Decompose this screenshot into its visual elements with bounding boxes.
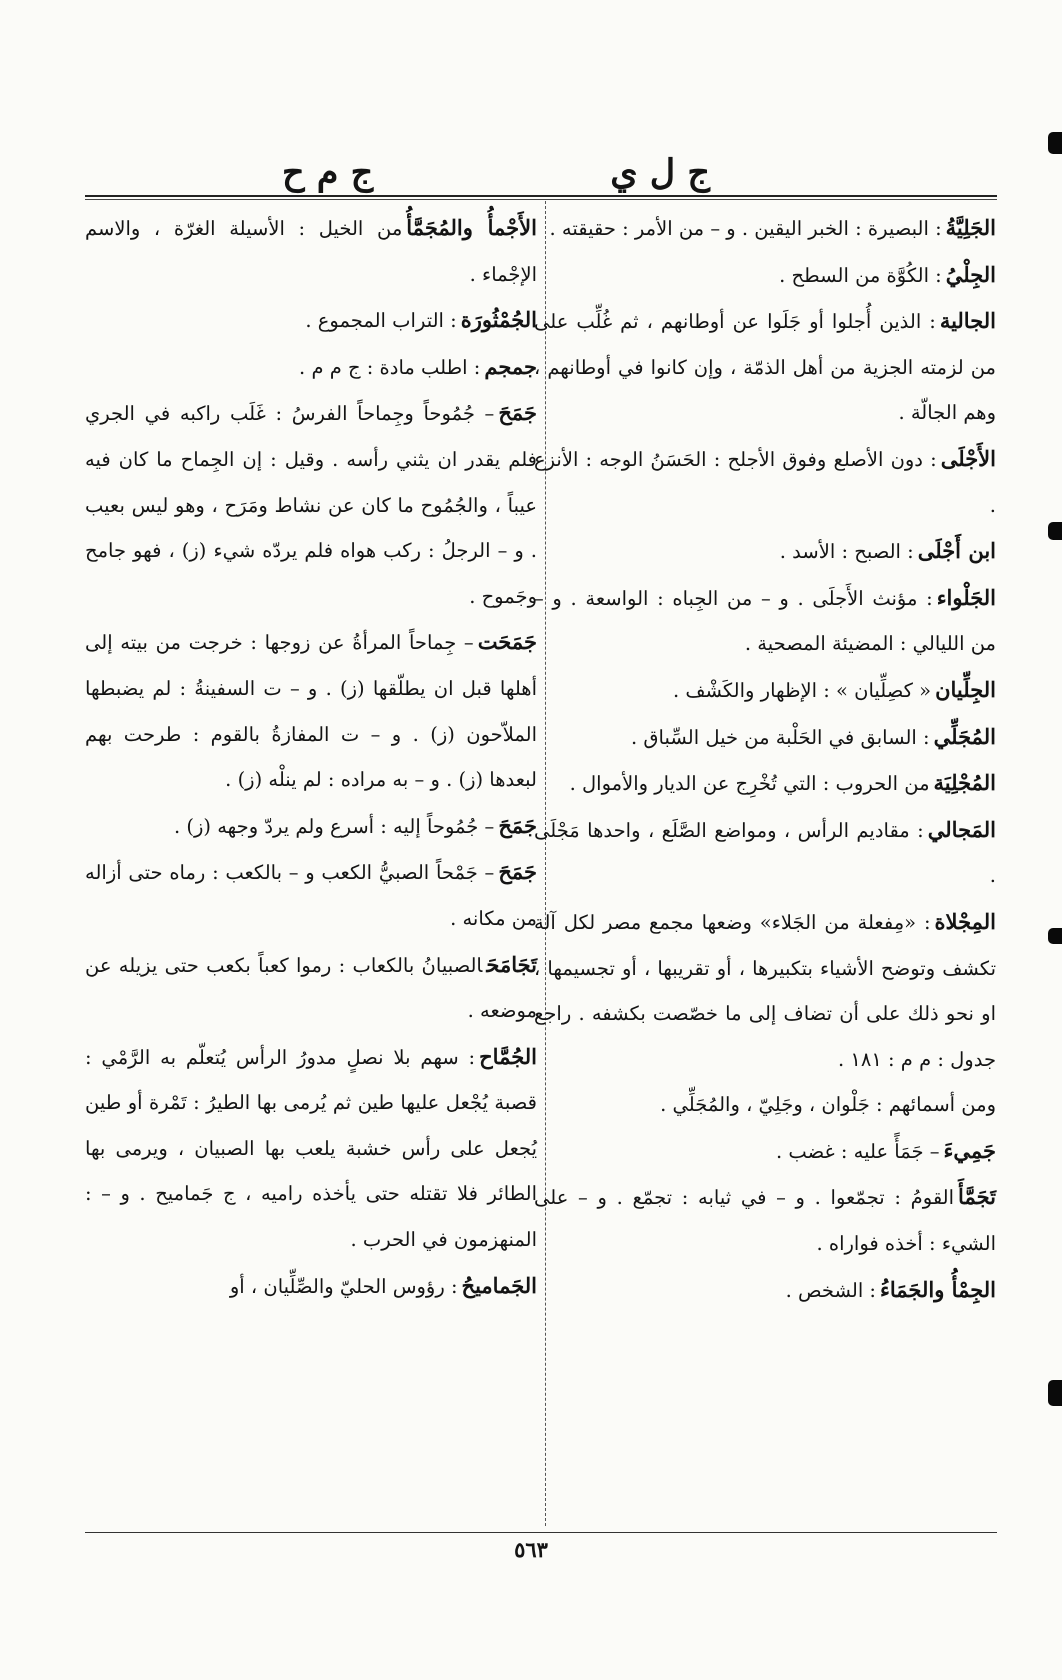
dictionary-entry (85, 942, 537, 1034)
dictionary-entry (85, 344, 537, 391)
entry-lemma: الجُمْثُورَة (460, 307, 537, 333)
entry-lemma: تَجَمَّأَ (958, 1184, 996, 1210)
entry-definition: : الصبح : الأسد . (779, 540, 914, 564)
left-column-header: ج م ح (282, 152, 374, 193)
entry-lemma: المُجْلِيَة (933, 770, 996, 796)
dictionary-entry (534, 528, 996, 575)
right-column-header: ج ل ي (610, 152, 710, 193)
entry-lemma: الجَلْواء (936, 584, 996, 610)
entry-definition: : مؤنث الأَجلَى . و – من الجِباه : الواسعة . و – من الليالي : المضيئة المصحية . (534, 586, 996, 656)
entry-lemma: المِجْلاة (934, 908, 996, 934)
entry-lemma: المَجالي (927, 816, 996, 842)
entry-lemma: جَمِيءَ (943, 1137, 996, 1163)
dictionary-entry (534, 1174, 996, 1266)
entry-lemma: جَمَحَت (477, 629, 537, 655)
dictionary-entry (534, 899, 996, 1082)
entry-lemma: جَمَحَ (498, 812, 537, 838)
entry-lemma: الجُمَّاح (479, 1043, 537, 1069)
dictionary-entry (534, 436, 996, 528)
edge-mark (1048, 522, 1062, 540)
dictionary-entry (534, 714, 996, 761)
entry-definition: : دون الأصلع وفوق الأجلح : الحَسَنُ الوجه : الأنزع . (534, 447, 996, 517)
edge-mark (1048, 132, 1062, 154)
entry-lemma: جَمَحَ (498, 859, 537, 885)
entry-definition: : التراب المجموع . (305, 309, 457, 333)
bottom-rule (85, 1532, 997, 1533)
dictionary-entry (85, 390, 537, 619)
entry-definition: ومن أسمائهم : جَلْوان ، وجَلِيّ ، والمُجَلِّي . (660, 1093, 996, 1117)
entry-definition: « كصِلِّيان » : الإظهار والكَشْف . (672, 678, 932, 702)
entry-definition: : رؤوس الحليّ والصِّلِّيان ، أو (229, 1274, 458, 1298)
dictionary-entry (534, 1128, 996, 1175)
entry-lemma: الجِلِّيان (935, 676, 996, 702)
dictionary-entry (85, 619, 537, 802)
entry-lemma: الجالية (939, 308, 996, 334)
entry-definition: – جَمْحاً الصبيُّ الكعب و – بالكعب : رماه حتى أزاله من مكانه . (85, 861, 537, 930)
entry-definition: – جِماحاً المرأةُ عن زوجها : خرجت من بيته إلى أهلها قبل ان يطلّقها (ز) . و – ت السفينةُ : لم يضبطها الملاّحون (ز) . و – ت المفازةُ بالقوم : طرحت بهم لبعدها (ز) . و – به مراده : لم ينلْه (ز) . (85, 631, 537, 792)
entry-lemma: تَجَامَحَ (486, 951, 537, 977)
dictionary-entry (534, 1267, 996, 1314)
entry-lemma: الجَلِيَّةُ (945, 215, 996, 240)
entry-definition: : اطلب مادة : ج م م . (299, 355, 481, 379)
entry-definition: : السابق في الحَلْبة من خيل السِّباق . (631, 725, 930, 749)
dictionary-entry (85, 849, 537, 941)
top-rule-thin (85, 199, 997, 200)
entry-lemma: الجَماميحُ (461, 1272, 537, 1298)
entry-lemma: الأَجْلَى (940, 445, 996, 471)
edge-mark (1048, 1380, 1062, 1406)
entry-definition: من الحروب : التي تُخْرِج عن الديار والأموال . (569, 772, 930, 796)
entry-definition: – جُمُوحاً وجِماحاً الفرسُ : غَلَب راكبه في الجري فلم يقدر ان يثني رأسه . وقيل : إن الجِماح ما كان فيه عيباً ، والجُمُوح ما كان عن نشاط ومَرَح ، وهو ليس بعيب . و – الرجلُ : ركب هواه فلم يردّه شيء (ز) ، فهو جامح وجَموح . (85, 402, 537, 608)
dictionary-entry (534, 1082, 996, 1128)
dictionary-entry (534, 298, 996, 436)
entry-definition: : الذين أُجلوا أو جَلَوا عن أوطانهم ، ثم غُلِّب على من لزمته الجزية من أهل الذمّة ، وإن كانوا في أوطانهم ، وهم الجالّة . (534, 310, 996, 425)
entry-lemma: الجِمْأُ والجَمَاءُ (880, 1276, 996, 1302)
entry-definition: : البصيرة : الخبر اليقين . و – من الأمر : حقيقته . (549, 217, 942, 240)
right-column (534, 205, 996, 1313)
entry-definition: – جُمُوحاً إليه : أسرع ولم يردّ وجهه (ز) . (174, 814, 495, 838)
entry-lemma: جَمَحَ (498, 400, 537, 426)
entry-lemma: الأَجْمأُ والمُجَمَّأُ (406, 215, 537, 240)
entry-lemma: ابن أَجْلَى (917, 538, 996, 564)
entry-definition: : مقاديم الرأس ، ومواضع الصَّلَع ، واحدها مَجْلَى . (534, 818, 996, 888)
entry-definition: : سهم بلا نصلٍ مدورُ الرأس يُتعلّم به الرَّمْي : قصبة يُجْعل عليها طين ثم يُرمى بها الطيرُ : تَمْرة أو طين يُجعل على رأس خشبة يلعب بها الصبيان ، ويرمى بها الطائر فلا تقتله حتى يأخذه راميه ، ج جَماميح . و – : المنهزمون في الحرب . (85, 1045, 537, 1252)
entry-lemma: المُجَلِّي (933, 723, 996, 749)
dictionary-entry (85, 803, 537, 850)
dictionary-entry (85, 205, 537, 297)
dictionary-entry (534, 252, 996, 299)
edge-mark (1048, 928, 1062, 944)
dictionary-entry (85, 1034, 537, 1263)
dictionary-entry (534, 760, 996, 807)
entry-definition: : الشخص . (785, 1278, 877, 1302)
entry-definition: : «مِفعلة من الجَلاء» وضعها مجمع مصر لكل آلة تكشف وتوضح الأشياء بتكبيرها ، أو تقريبها ، أو تجسيمها ، او نحو ذلك على أن تضاف إلى ما خصّصت بكشفه . راجع جدول : م م : ١٨١ . (534, 910, 996, 1071)
entry-definition: – جَمَأً عليه : غضب . (776, 1139, 940, 1163)
dictionary-entry (85, 297, 537, 344)
dictionary-entry (534, 667, 996, 714)
entry-lemma: جمجم (484, 353, 537, 379)
top-rule (85, 195, 997, 197)
dictionary-entry (534, 575, 996, 667)
left-column (85, 205, 537, 1309)
entry-definition: من الخيل : الأسيلة الغرّة ، والاسم الإجْماء . (85, 217, 537, 286)
entry-definition: : الكُوَّة من السطح . (779, 263, 942, 287)
page-number: ٥٦٣ (514, 1537, 548, 1562)
dictionary-entry (534, 205, 996, 252)
entry-lemma: الجِلْيُ (945, 261, 996, 287)
dictionary-entry (534, 807, 996, 899)
entry-definition: القومُ : تجمّعوا . و – في ثيابه : تجمّع . و – على الشيء : أخذه فواراه . (534, 1186, 996, 1256)
dictionary-entry (85, 1263, 537, 1310)
entry-definition: الصبيانُ بالكعاب : رموا كعباً بكعب حتى يزيله عن موضعه . (85, 953, 537, 1023)
